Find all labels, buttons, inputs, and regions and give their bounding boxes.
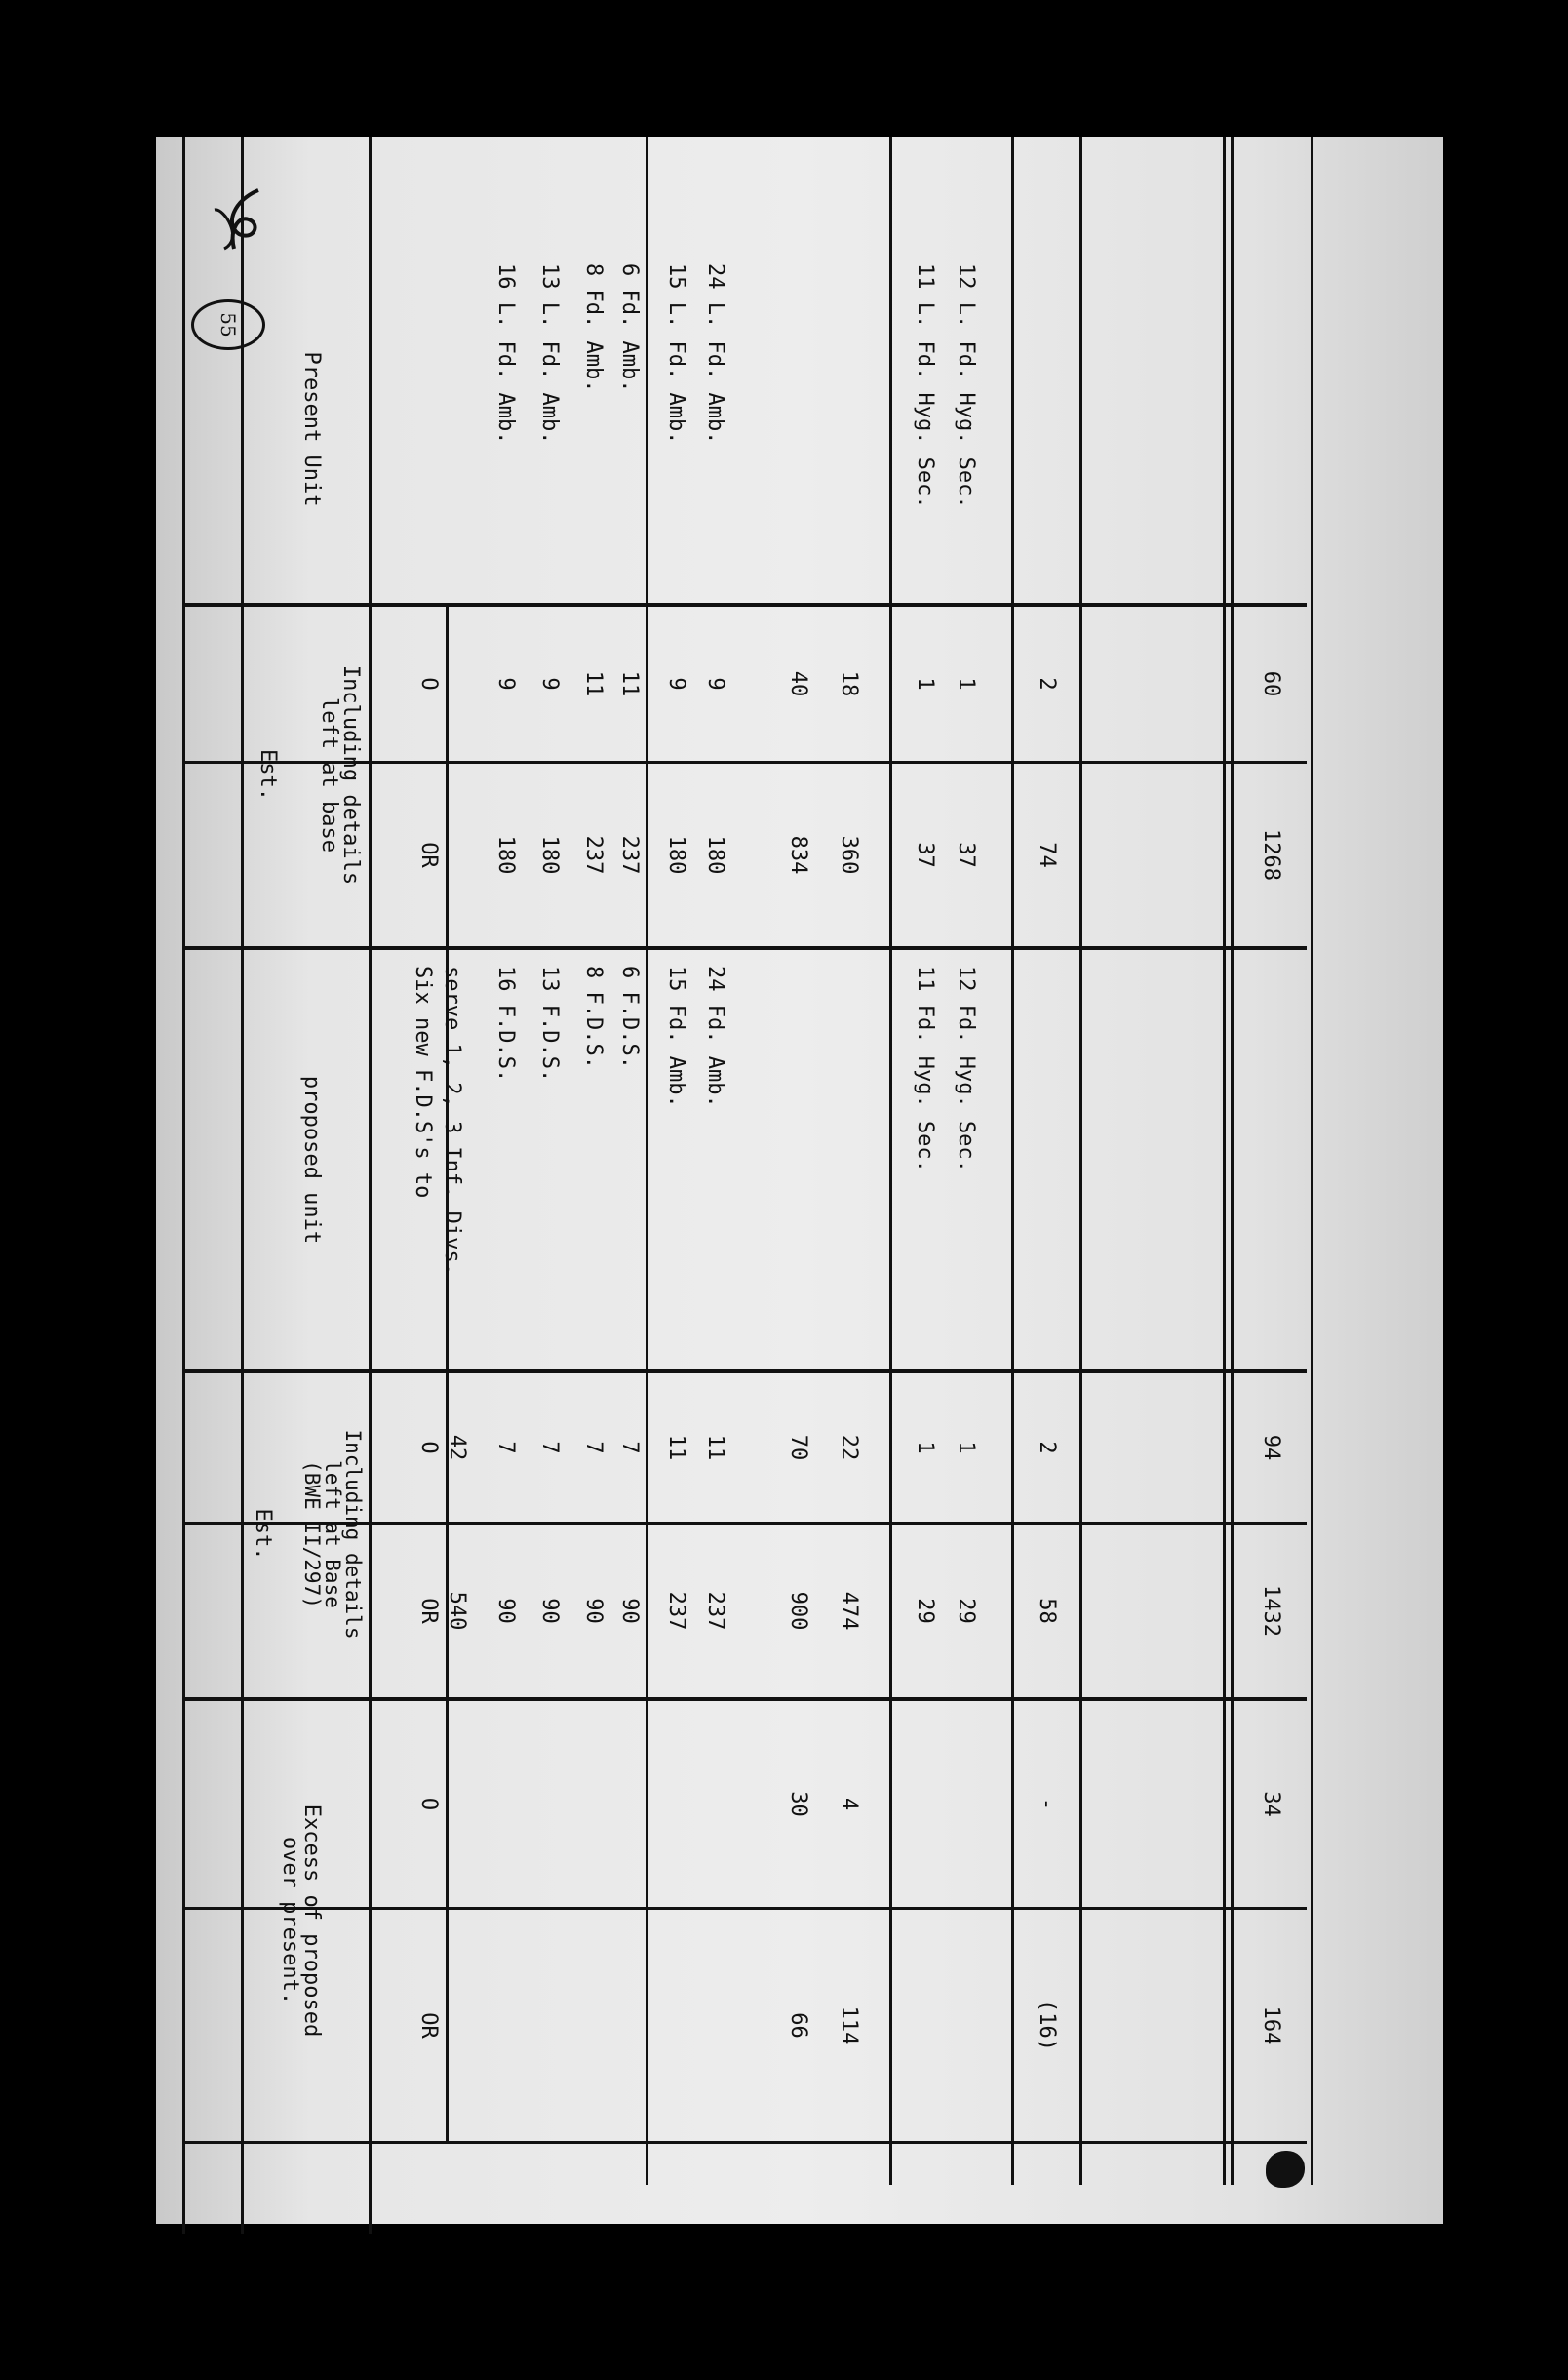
present-o-cell: 1 (913, 677, 937, 691)
proposed-or-cell: 237 (703, 1591, 727, 1631)
est-present-label: Est. (255, 749, 280, 801)
present-or-cell: 180 (537, 835, 562, 875)
sub-divider (185, 1907, 1307, 1910)
proposed-or-cell: 90 (493, 1598, 518, 1624)
proposed-unit-header: proposed unit (299, 1075, 324, 1245)
proposed-o-cell: 1 (913, 1441, 937, 1454)
present-or-cell: 237 (581, 835, 606, 875)
new-fds-or-cell: 540 (445, 1591, 469, 1631)
present-unit-header: Present Unit (299, 351, 324, 507)
proposed-unit-cell: 13 F.D.S. (537, 966, 562, 1083)
present-unit-cell: 11 L. Fd. Hyg. Sec. (913, 263, 937, 509)
excess-o-header: O (416, 1797, 441, 1811)
total-present-or: 1268 (1259, 829, 1283, 881)
subtotal-proposed-o: 70 (786, 1434, 810, 1461)
excess-or-header: OR (416, 2012, 441, 2039)
total-rule (1311, 137, 1313, 2185)
present-unit-cell: 6 Fd. Amb. (617, 263, 642, 393)
present-o-cell: 9 (703, 677, 727, 691)
present-or-cell: 237 (617, 835, 642, 875)
proposed-or-header: OR (416, 1598, 441, 1624)
present-or-cell: 180 (664, 835, 688, 875)
proposed-unit-cell: 6 F.D.S. (617, 966, 642, 1069)
subtotal-excess-or: 66 (786, 2012, 810, 2039)
present-unit-cell: 24 L. Fd. Amb. (703, 263, 727, 445)
subtotal-proposed-or: 474 (837, 1591, 861, 1631)
edge-rule (182, 137, 185, 2234)
subtotal-excess-o: 30 (786, 1791, 810, 1817)
proposed-o-cell: 7 (493, 1441, 518, 1454)
edge-rule (241, 137, 244, 2234)
present-o-cell: 9 (664, 677, 688, 691)
proposed-or-cell: 29 (954, 1598, 978, 1624)
col-divider (185, 946, 1307, 950)
proposed-o-cell: 11 (664, 1434, 688, 1461)
proposed-or-cell: 90 (581, 1598, 606, 1624)
proposed-unit-cell: 8 F.D.S. (581, 966, 606, 1069)
new-fds-o-cell: 42 (445, 1434, 469, 1461)
proposed-o-header: O (416, 1441, 441, 1454)
subtotal-present-o: 18 (837, 670, 861, 697)
present-unit-cell: 13 L. Fd. Amb. (537, 263, 562, 445)
present-unit-cell: 12 L. Fd. Hyg. Sec. (954, 263, 978, 509)
present-or-cell: 180 (703, 835, 727, 875)
proposed-o-cell: 7 (537, 1441, 562, 1454)
present-or-cell: 37 (913, 842, 937, 868)
proposed-unit-cell: 11 Fd. Hyg. Sec. (913, 966, 937, 1172)
new-fds-note-line1: Six new F.D.S's to (411, 966, 435, 1199)
subtotal-proposed-or: 900 (786, 1591, 810, 1631)
total-present-o: 60 (1259, 670, 1283, 697)
subtotal-excess-o: 4 (837, 1797, 861, 1811)
present-or-cell: 180 (493, 835, 518, 875)
header-rule (369, 137, 372, 2234)
total-proposed-o: 94 (1259, 1434, 1283, 1461)
subtotal-present-o: 2 (1035, 677, 1059, 691)
table-stage (156, 137, 1443, 2224)
proposed-or-cell: 90 (537, 1598, 562, 1624)
present-o-cell: 1 (954, 677, 978, 691)
proposed-o-cell: 7 (581, 1441, 606, 1454)
subtotal-rule (646, 137, 648, 2185)
present-or-cell: 37 (954, 842, 978, 868)
subtotal-rule (1011, 137, 1014, 2185)
present-o-cell: 11 (581, 670, 606, 697)
proposed-or-cell: 90 (617, 1598, 642, 1624)
total-rule (1231, 137, 1234, 2185)
est-proposed-subheader: Including details left at Base (BWE II/297) (300, 1429, 365, 1640)
subtotal-proposed-o: 2 (1035, 1441, 1059, 1454)
subtotal-proposed-o: 22 (837, 1434, 861, 1461)
subtotal-rule (1079, 137, 1082, 2185)
subtotal-proposed-or: 58 (1035, 1598, 1059, 1624)
present-unit-cell: 16 L. Fd. Amb. (493, 263, 518, 445)
total-excess-or: 164 (1259, 2005, 1283, 2045)
present-or-header: OR (416, 842, 441, 868)
present-o-cell: 9 (537, 677, 562, 691)
proposed-unit-cell: 12 Fd. Hyg. Sec. (954, 966, 978, 1172)
proposed-unit-cell: 15 Fd. Amb. (664, 966, 688, 1108)
subtotal-present-or: 360 (837, 835, 861, 875)
proposed-or-cell: 29 (913, 1598, 937, 1624)
proposed-unit-cell: 16 F.D.S. (493, 966, 518, 1083)
subtotal-excess-o: - (1035, 1797, 1059, 1811)
total-excess-o: 34 (1259, 1791, 1283, 1817)
rotated-table (156, 137, 1443, 2224)
proposed-o-cell: 7 (617, 1441, 642, 1454)
col-divider (185, 2141, 1307, 2144)
subtotal-present-or: 74 (1035, 842, 1059, 868)
total-rule (1223, 137, 1226, 2185)
present-o-header: O (416, 677, 441, 691)
subtotal-present-or: 834 (786, 835, 810, 875)
stamp-number: 55 (216, 312, 240, 337)
present-unit-cell: 8 Fd. Amb. (581, 263, 606, 393)
total-proposed-or: 1432 (1259, 1585, 1283, 1637)
est-proposed-label: Est. (251, 1508, 275, 1561)
subtotal-excess-or: 114 (837, 2005, 861, 2045)
col-divider (185, 1697, 1307, 1701)
proposed-or-cell: 237 (664, 1591, 688, 1631)
present-o-cell: 11 (617, 670, 642, 697)
present-unit-cell: 15 L. Fd. Amb. (664, 263, 688, 445)
excess-header: Excess of proposed over present. (278, 1804, 324, 2038)
proposed-o-cell: 1 (954, 1441, 978, 1454)
new-fds-note-line2: serve 1, 2, 3 Inf. Divs. (440, 966, 464, 1276)
est-present-subheader: Including details left at base (317, 664, 363, 886)
subtotal-rule (889, 137, 892, 2185)
proposed-unit-cell: 24 Fd. Amb. (703, 966, 727, 1108)
subtotal-present-o: 40 (786, 670, 810, 697)
subtotal-excess-or: (16) (1035, 2000, 1059, 2051)
present-o-cell: 9 (493, 677, 518, 691)
proposed-o-cell: 11 (703, 1434, 727, 1461)
